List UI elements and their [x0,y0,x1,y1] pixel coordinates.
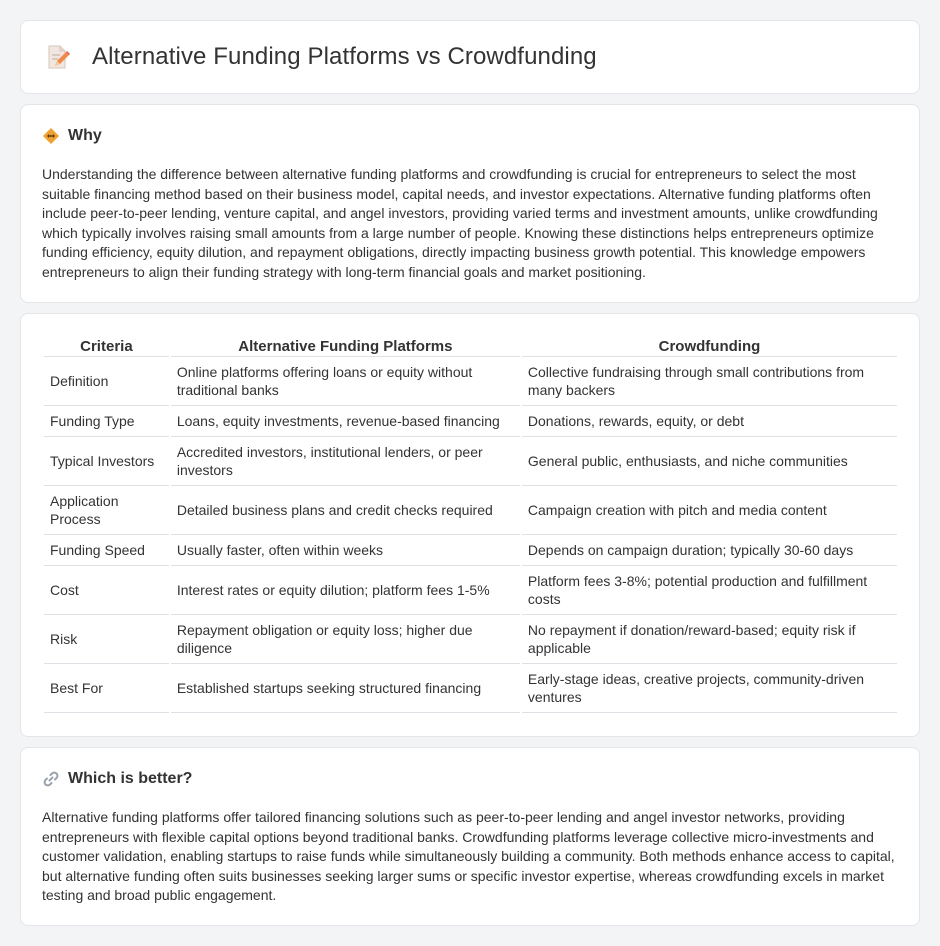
criteria-cell: Definition [44,357,169,406]
better-heading-row [42,770,192,788]
table-row [44,406,897,437]
comparison-section [20,313,920,737]
alt-cell: Online platforms offering loans or equity without traditional banks [171,357,520,406]
alt-cell: Accredited investors, institutional lenders, or peer investors [171,437,520,486]
alt-cell: Usually faster, often within weeks [171,535,520,566]
table-row [44,615,897,664]
table-row [44,535,897,566]
crowd-cell: Platform fees 3-8%; potential production and fulfillment costs [522,566,897,615]
alt-cell: Repayment obligation or equity loss; higher due diligence [171,615,520,664]
document-pencil-icon [46,44,70,70]
crowd-cell: No repayment if donation/reward-based; equity risk if applicable [522,615,897,664]
header-alternative-funding: Alternative Funding Platforms [171,336,520,357]
criteria-cell: Cost [44,566,169,615]
why-heading: Why [68,127,102,144]
page-title: Alternative Funding Platforms vs Crowdfunding [92,43,597,70]
criteria-cell: Typical Investors [44,437,169,486]
crowd-cell: Campaign creation with pitch and media content [522,486,897,535]
criteria-cell: Application Process [44,486,169,535]
alt-cell: Established startups seeking structured financing [171,664,520,713]
criteria-cell: Funding Type [44,406,169,437]
alt-cell: Loans, equity investments, revenue-based financing [171,406,520,437]
link-icon [42,770,60,788]
why-heading-row [42,127,102,145]
why-section [20,104,920,303]
table-row [44,566,897,615]
better-text: Alternative funding platforms offer tailored financing solutions such as peer-to-peer lending and angel investor networks, providing entrepreneurs with flexible capital options beyond traditional banks. Crowdfunding platforms leverage collective micro-investments and customer validation, enabling startups to raise funds while simultaneously building a community. Both methods enhance access to capital, but alternative funding often suits businesses seeking larger sums or specific investor expertise, whereas crowdfunding excels in market testing and broad public engagement. [42,809,895,903]
title-row [46,43,597,71]
why-text: Understanding the difference between alternative funding platforms and crowdfunding is crucial for entrepreneurs to select the most suitable financing method based on their business model, capital needs, and investor expectations. Alternative funding platforms often include peer-to-peer lending, venture capital, and angel investors, providing varied terms and investment amounts, unlike crowdfunding which typically involves raising small amounts from a large number of people. Knowing these distinctions helps entrepreneurs optimize funding efficiency, equity dilution, and repayment obligations, directly impacting business growth potential. This knowledge empowers entrepreneurs to align their funding strategy with long-term financial goals and market positioning. [42,166,878,280]
criteria-cell: Funding Speed [44,535,169,566]
criteria-cell: Risk [44,615,169,664]
crowd-cell: Donations, rewards, equity, or debt [522,406,897,437]
diamond-arrows-icon [42,127,60,145]
crowd-cell: Collective fundraising through small contributions from many backers [522,357,897,406]
table-row [44,357,897,406]
table-row [44,437,897,486]
alt-cell: Interest rates or equity dilution; platform fees 1-5% [171,566,520,615]
crowd-cell: Depends on campaign duration; typically 30-60 days [522,535,897,566]
header-crowdfunding: Crowdfunding [522,336,897,357]
crowd-cell: General public, enthusiasts, and niche communities [522,437,897,486]
title-card [20,20,920,94]
table-header-row [44,336,897,357]
table-row [44,486,897,535]
which-is-better-section [20,747,920,926]
criteria-cell: Best For [44,664,169,713]
comparison-table [42,336,899,713]
header-criteria: Criteria [44,336,169,357]
crowd-cell: Early-stage ideas, creative projects, community-driven ventures [522,664,897,713]
better-heading: Which is better? [68,770,193,787]
alt-cell: Detailed business plans and credit checks required [171,486,520,535]
table-row [44,664,897,713]
